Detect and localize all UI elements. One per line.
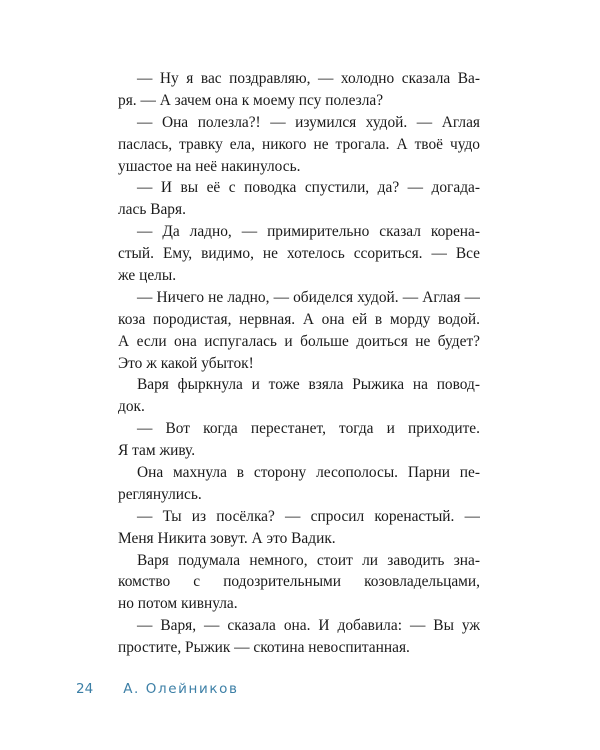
text-line: — Вот когда перестанет, тогда и приходите.: [137, 420, 480, 438]
text-line: стый. Ему, видимо, не хотелось ссориться. — Все: [118, 245, 480, 263]
text-line: ря. — А зачем она к моему псу полезла?: [118, 91, 384, 109]
text-line: — И вы её с поводка спустили, да? — догада-: [137, 179, 480, 197]
text-line: лась Варя.: [118, 201, 186, 219]
text-line: — Варя, — сказала она. И добавила: — Вы уж: [137, 617, 480, 635]
text-line: реглянулись.: [118, 485, 202, 503]
running-author: А. Олейников: [123, 681, 239, 697]
text-line: простите, Рыжик — скотина невоспитанная.: [118, 639, 410, 657]
text-line: но потом кивнула.: [118, 595, 238, 613]
text-line: — Ну я вас поздравляю, — холодно сказала Ва-: [137, 70, 480, 87]
text-line: Я там живу.: [118, 442, 196, 460]
text-line: — Ты из посёлка? — спросил коренастый. —: [137, 507, 480, 525]
text-line: Это ж какой убыток!: [118, 354, 254, 372]
text-line: паслась, травку ела, никого не трогала. А твоё чудо: [118, 135, 480, 153]
text-line: коза породистая, нервная. А она ей в морду водой.: [118, 310, 480, 328]
text-line: док.: [118, 398, 145, 416]
text-line: Варя подумала немного, стоит ли заводить зна-: [137, 551, 480, 569]
text-line: же целы.: [118, 267, 177, 285]
page-number: 24: [76, 681, 94, 697]
text-line: комство с подозрительными козовладельцами,: [118, 573, 480, 591]
text-line: А если она испугалась и больше доиться не будет?: [118, 332, 480, 350]
body-text: [118, 68, 480, 659]
text-line: Меня Никита зовут. А это Вадик.: [118, 529, 336, 547]
page-footer: [76, 681, 239, 697]
text-line: — Она полезла?! — изумился худой. — Аглая: [137, 113, 480, 131]
text-line: Варя фыркнула и тоже взяла Рыжика на повод-: [137, 376, 480, 394]
text-line: ушастое на неё накинулось.: [118, 157, 301, 175]
text-line: — Да ладно, — примирительно сказал корена-: [137, 223, 480, 241]
text-line: Она махнула в сторону лесополосы. Парни пе-: [137, 464, 480, 482]
text-line: — Ничего не ладно, — обиделся худой. — Аглая —: [137, 288, 480, 306]
